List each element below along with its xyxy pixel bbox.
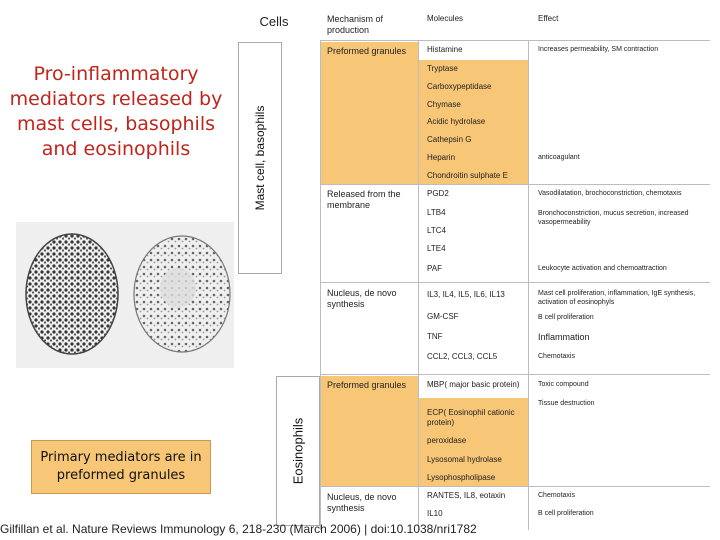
molecule-cell: Lysophospholipase	[427, 473, 496, 482]
molecule-cell: CCL2, CCL3, CCL5	[427, 352, 498, 361]
molecule-cell: LTB4	[427, 208, 446, 217]
effect-cell: B cell proliferation	[538, 314, 594, 321]
cells-micrograph	[16, 222, 234, 368]
mechanism-cell: Nucleus, de novo synthesis	[327, 492, 397, 513]
eosinophil-group	[276, 376, 320, 526]
mechanism-cell: Preformed granules	[327, 46, 407, 56]
row-divider	[320, 486, 710, 487]
molecule-cell: Lysosomal hydrolase	[427, 455, 502, 464]
molecule-cell: PAF	[427, 264, 442, 273]
column-divider	[418, 40, 419, 530]
molecule-cell: peroxidase	[427, 436, 467, 445]
molecule-cell: PGD2	[427, 189, 449, 198]
molecule-cell: Cathepsin G	[427, 135, 472, 144]
molecule-cell: ECP( Eosinophil cationic protein)	[427, 408, 515, 427]
eosinophil-label: Eosinophils	[290, 417, 306, 485]
effect-cell: Bronchoconstriction, mucus secretion, increased vasopermeability	[538, 210, 689, 226]
effect-cell: Increases permeability, SM contraction	[538, 46, 659, 53]
legend-box	[31, 440, 211, 494]
molecule-cell: Carboxypeptidase	[427, 82, 492, 91]
header-mechanism: Mechanism of production	[327, 14, 384, 35]
column-divider	[320, 40, 321, 530]
molecule-cell: Histamine	[427, 45, 463, 54]
header-effect: Effect	[538, 14, 559, 23]
column-divider	[528, 40, 529, 530]
molecule-cell: Tryptase	[427, 64, 458, 73]
effect-cell: Chemotaxis	[538, 492, 575, 499]
molecule-cell: LTE4	[427, 244, 446, 253]
molecule-cell: Chymase	[427, 100, 461, 109]
preformed-granules-mast-area	[320, 42, 418, 184]
header-cells: Cells	[259, 14, 289, 29]
citation: Gilfillan et al. Nature Reviews Immunology 6, 218-230 (March 2006) | doi:10.1038/nri1782	[0, 522, 477, 536]
molecule-cell: LTC4	[427, 226, 446, 235]
molecule-cell: Acidic hydrolase	[427, 117, 486, 126]
row-divider	[320, 374, 710, 375]
effect-cell: Mast cell proliferation, inflammation, IgE synthesis, activation of eosinophyls	[538, 290, 696, 306]
molecule-cell: RANTES, IL8, eotaxin	[427, 491, 506, 500]
page-title: Pro-inflammatory mediators released by mast cells, basophils and eosinophils	[9, 63, 223, 160]
row-divider	[320, 40, 710, 41]
mechanism-cell: Preformed granules	[327, 380, 407, 390]
molecule-cell: IL10	[427, 509, 443, 518]
molecule-cell: TNF	[427, 332, 443, 341]
mechanism-cell: Nucleus, de novo synthesis	[327, 288, 397, 309]
micrograph-drawing	[16, 222, 234, 368]
effect-cell: Chemotaxis	[538, 353, 575, 360]
row-divider	[320, 282, 710, 283]
effect-cell: B cell proliferation	[538, 510, 594, 517]
molecule-cell: Chondroitin sulphate E	[427, 171, 508, 180]
effect-cell: Toxic compound	[538, 381, 589, 388]
molecule-cell: MBP( major basic protein)	[427, 380, 520, 389]
effect-cell: Tissue destruction	[538, 400, 595, 407]
effect-cell: Leukocyte activation and chemoattraction	[538, 265, 667, 272]
mechanism-cell: Released from the membrane	[327, 189, 401, 210]
effect-cell: Vasodilatation, brochoconstriction, chemotaxis	[538, 190, 682, 197]
effect-cell: anticoagulant	[538, 154, 580, 161]
legend-text: Primary mediators are in preformed granules	[40, 450, 202, 483]
mast-cell-group	[238, 42, 282, 274]
header-molecules: Molecules	[427, 14, 464, 23]
preformed-granules-eos-area	[320, 376, 418, 486]
molecule-cell: IL3, IL4, IL5, IL6, IL13	[427, 290, 505, 299]
molecule-cell: GM-CSF	[427, 312, 459, 321]
row-divider	[320, 184, 710, 185]
molecule-cell: Heparin	[427, 153, 456, 162]
effect-cell: Inflammation	[538, 332, 590, 342]
mast-cell-label: Mast cell, basophils	[253, 105, 267, 211]
